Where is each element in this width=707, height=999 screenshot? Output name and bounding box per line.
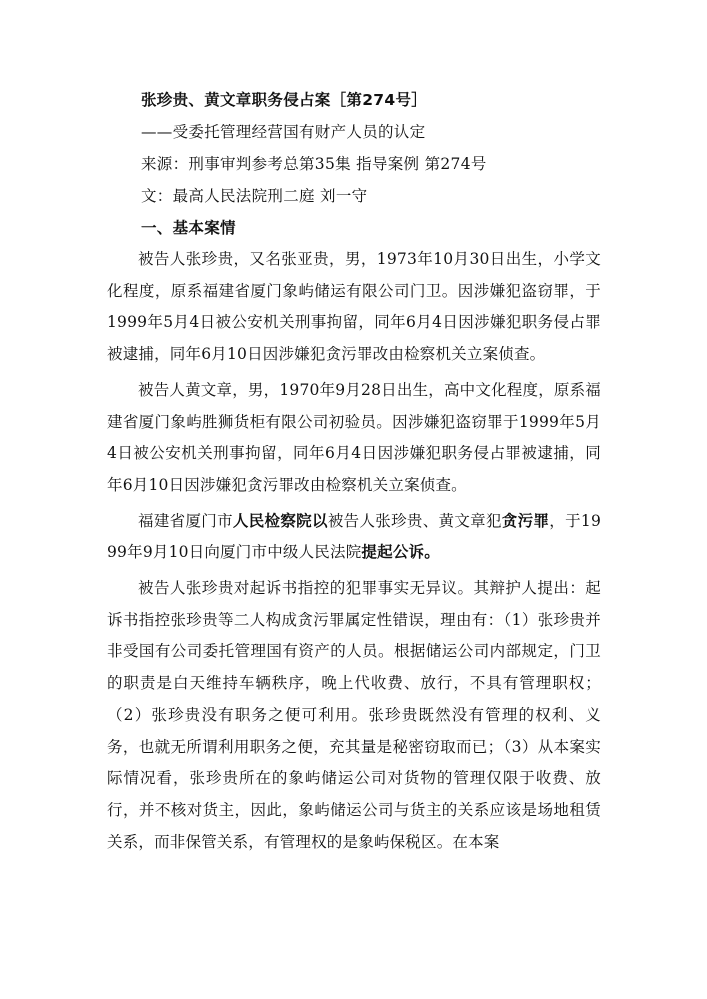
prosecution-text-3: ，于1999年9月10日向厦门市中级人民法院 [107,511,602,562]
public-prosecution: 提起公诉。 [361,543,440,562]
paragraph-defendant-huang: 被告人黄文章，男，1970年9月28日出生，高中文化程度，原系福建省厦门象屿胜狮货柜有限公司初验员。因涉嫌犯盗窃罪于1999年5月4日被公安机关刑事拘留，同年6月4日因涉嫌犯职务侵占罪被逮捕，同年6月10日因涉嫌犯贪污罪改由检察机关立案侦查。 [107,380,601,494]
case-source: 来源：刑事审判参考总第35集 指导案例 第274号 [141,155,487,173]
section-heading-basic-facts: 一、基本案情 [141,219,236,237]
paragraph-defense: 被告人张珍贵对起诉书指控的犯罪事实无异议。其辩护人提出：起诉书指控张珍贵等二人构成贪污罪属定性错误，理由有：（1）张珍贵并非受国有公司委托管理国有资产的人员。根据储运公司内部规定，门卫的职责是白天维持车辆秩序，晚上代收费、放行，不具有管理职权；（2）张珍贵没有职务之便可利用。张珍贵既然没有管理的权利、义务，也就无所谓利用职务之便，充其量是秘密窃取而已；（3）从本案实际情况看，张珍贵所在的象屿储运公司对货物的管理仅限于收费、放行，并不核对货主，因此，象屿储运公司与货主的关系应该是场地租赁关系，而非保管关系，有管理权的是象屿保税区。在本案 [107,579,601,851]
paragraph-prosecution [107,506,601,569]
document-body [107,244,601,862]
paragraph-defendant-zhang: 被告人张珍贵，又名张亚贵，男，1973年10月30日出生，小学文化程度，原系福建省厦门象屿储运有限公司门卫。因涉嫌犯盗窃罪，于1999年5月4日被公安机关刑事拘留，同年6月4日因涉嫌犯职务侵占罪被逮捕，同年6月10日因涉嫌犯贪污罪改由检察机关立案侦查。 [107,250,601,364]
case-author: 文：最高人民法院刑二庭 刘一守 [141,187,368,205]
document-header [141,84,611,244]
case-title: 张珍贵、黄文章职务侵占案［第274号］ [141,91,428,109]
prosecution-text-2: 被告人张珍贵、黄文章犯 [327,511,502,530]
procuratorate-name: 人民检察院以 [232,511,328,530]
case-subtitle: ——受委托管理经营国有财产人员的认定 [141,123,426,141]
prosecution-text-1: 福建省厦门市 [138,511,233,530]
charge-name: 贪污罪 [501,511,550,530]
